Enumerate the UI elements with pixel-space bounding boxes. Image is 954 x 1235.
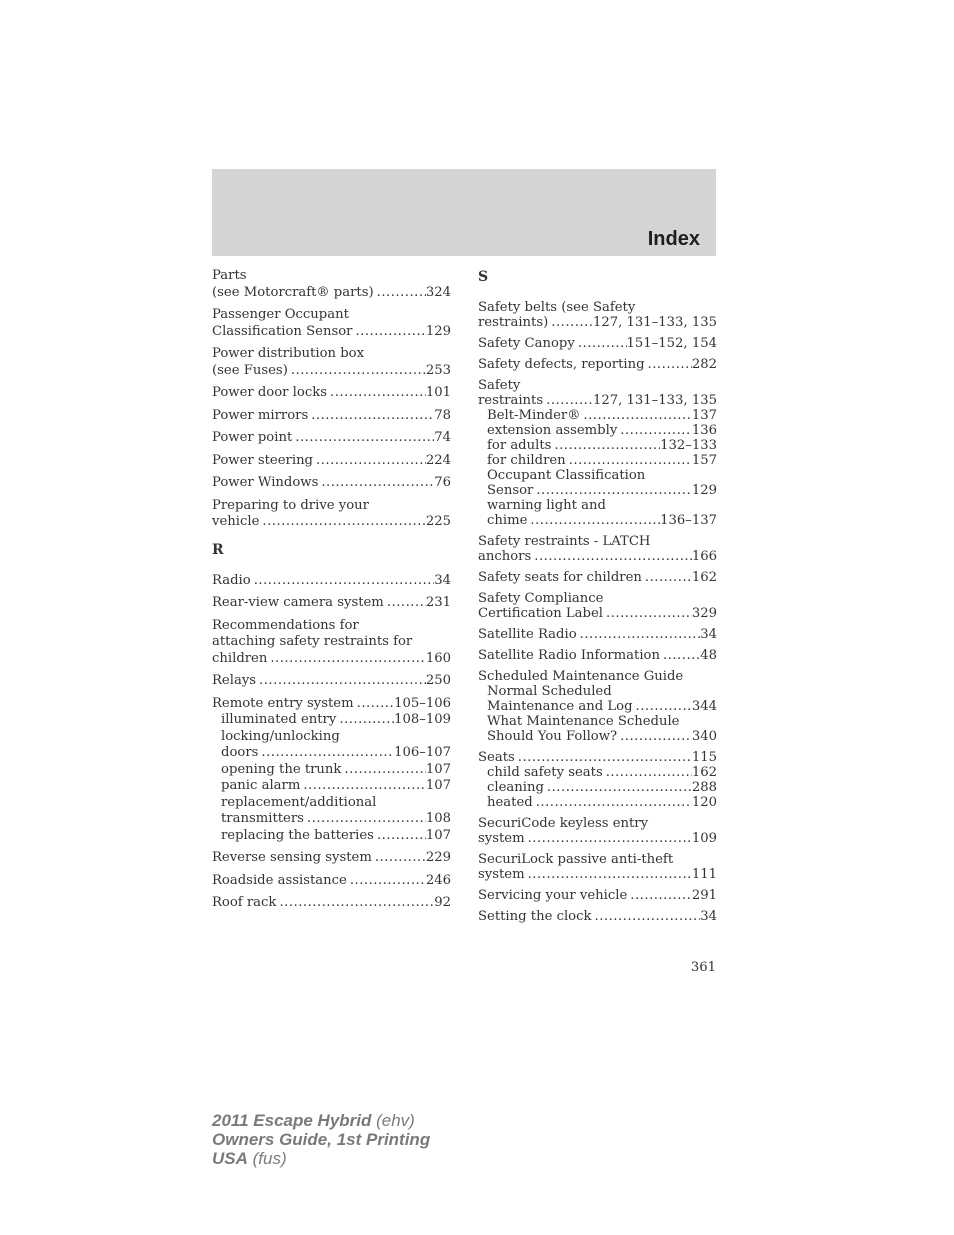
- section-letter-r: R: [212, 541, 224, 558]
- index-entry: [212, 268, 451, 301]
- page-reference: 288: [691, 780, 717, 795]
- index-entry: [478, 750, 717, 810]
- dot-leader: [551, 315, 593, 330]
- page-reference: 107: [425, 761, 451, 777]
- index-entry-line: [212, 475, 451, 492]
- page-reference: 74: [434, 430, 451, 445]
- page-reference: 324: [425, 284, 451, 300]
- page-reference: 105–106: [394, 695, 451, 711]
- index-entry-line: [212, 850, 451, 867]
- page-reference: 137: [691, 408, 717, 423]
- index-entry-line: [212, 595, 451, 612]
- page-reference: 166: [691, 549, 717, 564]
- index-entry: [212, 307, 451, 340]
- index-column-right: [478, 268, 717, 930]
- dot-leader: [528, 831, 692, 846]
- dot-leader: [387, 595, 426, 612]
- dot-leader: [291, 363, 426, 380]
- dot-leader: [547, 780, 692, 795]
- index-entry: [478, 852, 717, 882]
- page-reference: 120: [691, 795, 717, 810]
- index-entry: [212, 346, 451, 379]
- index-term: doors: [221, 745, 259, 760]
- index-term: Rear-view camera system: [212, 595, 384, 610]
- index-term: Power point: [212, 430, 293, 445]
- index-subentry-line: What Maintenance Schedule: [487, 714, 680, 729]
- index-term: (see Fuses): [212, 362, 288, 378]
- index-subentry-line: [478, 423, 717, 438]
- index-entry-line: [212, 673, 451, 690]
- index-term: for adults: [487, 438, 552, 453]
- dot-leader: [620, 729, 692, 744]
- index-subentry-line: locking/unlocking: [221, 728, 340, 744]
- index-term: restraints: [478, 393, 544, 408]
- index-subentry-line: Occupant Classification: [487, 468, 646, 483]
- dot-leader: [518, 750, 692, 765]
- index-entry-line: Parts: [212, 268, 247, 283]
- page-reference: 109: [691, 831, 717, 846]
- index-term: system: [478, 831, 525, 846]
- dot-leader: [254, 573, 435, 590]
- dot-leader: [377, 828, 426, 845]
- dot-leader: [534, 549, 692, 564]
- index-entry-line: [478, 627, 717, 642]
- index-subentry-line: [478, 729, 717, 744]
- page-reference: 162: [691, 570, 717, 585]
- page-reference: 34: [700, 627, 717, 642]
- index-entry-line: [478, 831, 717, 846]
- index-entry-line: [212, 453, 451, 470]
- index-entry: [478, 357, 717, 372]
- page-reference: 224: [425, 452, 451, 468]
- index-entry-line: [478, 669, 717, 684]
- page-reference: 132–133: [660, 438, 717, 453]
- index-term: illuminated entry: [221, 712, 337, 727]
- index-term: opening the trunk: [221, 761, 342, 777]
- footer-edition: Owners Guide, 1st Printing: [212, 1130, 431, 1149]
- index-entry-line: [212, 651, 451, 668]
- index-entry: [212, 430, 451, 447]
- page-reference: 78: [434, 407, 451, 423]
- index-term: transmitters: [221, 811, 304, 826]
- index-term: Certification Label: [478, 606, 603, 621]
- page-number: 361: [690, 960, 716, 975]
- dot-leader: [357, 696, 394, 713]
- index-subentry-line: [212, 811, 451, 828]
- page-reference: 108: [425, 811, 451, 826]
- page-title: Index: [647, 228, 700, 250]
- dot-leader: [530, 513, 660, 528]
- index-term: (see Motorcraft® parts): [212, 284, 374, 300]
- index-entry-line: [478, 570, 717, 585]
- index-entry: [212, 673, 451, 690]
- page-reference: 225: [425, 514, 451, 529]
- index-term: Belt-Minder®: [487, 408, 581, 423]
- footer-market: USA: [212, 1149, 248, 1168]
- dot-leader: [583, 408, 691, 423]
- index-term: children: [212, 650, 268, 666]
- page-reference: 127, 131–133, 135: [592, 393, 717, 408]
- page-reference: 92: [434, 895, 451, 910]
- index-term: Classification Sensor: [212, 323, 353, 339]
- page-reference: 129: [691, 483, 717, 498]
- index-subentry-line: [478, 438, 717, 453]
- page-reference: 162: [691, 765, 717, 780]
- dot-leader: [620, 423, 692, 438]
- index-term: child safety seats: [487, 765, 603, 780]
- index-term: Relays: [212, 673, 257, 688]
- index-entry-line: [478, 750, 717, 765]
- index-entry-line: [212, 385, 451, 402]
- index-entry-line: [212, 408, 451, 425]
- index-subentry-line: warning light and: [487, 498, 606, 513]
- index-entry: [212, 408, 451, 425]
- page-reference: 101: [425, 385, 451, 400]
- index-entry: [212, 895, 451, 912]
- index-term: replacing the batteries: [221, 827, 374, 843]
- dot-leader: [595, 909, 701, 924]
- dot-leader: [259, 673, 426, 690]
- index-subentry-line: [212, 828, 451, 845]
- page-reference: 34: [434, 572, 451, 588]
- page-reference: 115: [691, 750, 717, 765]
- page-reference: 157: [691, 453, 717, 468]
- page-reference: 129: [425, 323, 451, 339]
- index-entry-line: SecuriLock passive anti-theft: [478, 852, 674, 867]
- index-term: restraints): [478, 315, 549, 330]
- index-entry-line: [478, 648, 717, 663]
- index-entry-line: [478, 888, 717, 903]
- index-term: Power steering: [212, 452, 313, 468]
- page-reference: 329: [691, 606, 717, 621]
- section-letter-s: S: [478, 269, 489, 285]
- index-term: Safety seats for children: [478, 570, 642, 585]
- index-term: Sensor: [487, 483, 534, 498]
- dot-leader: [606, 606, 692, 621]
- page-reference: 229: [425, 850, 451, 865]
- index-entry-line: [212, 430, 451, 447]
- page-reference: 151–152, 154: [626, 336, 717, 351]
- index-entry: [478, 627, 717, 642]
- index-term: vehicle: [212, 514, 260, 529]
- index-entry-line: [212, 696, 451, 713]
- index-entry-line: [212, 514, 451, 531]
- dot-leader: [648, 357, 692, 372]
- index-entry-line: [212, 363, 451, 380]
- dot-leader: [554, 438, 660, 453]
- index-entry-line: SecuriCode keyless entry: [478, 816, 649, 831]
- dot-leader: [344, 762, 425, 779]
- index-term: anchors: [478, 549, 532, 564]
- index-term: Scheduled Maintenance Guide: [478, 669, 684, 684]
- index-term: system: [478, 867, 525, 882]
- dot-leader: [261, 745, 394, 762]
- footer-market-code: (fus): [247, 1149, 287, 1168]
- page-reference: 106–107: [394, 745, 451, 760]
- page-reference: 250: [425, 673, 451, 688]
- index-entry: [478, 909, 717, 924]
- index-entry-line: Recommendations for: [212, 617, 359, 633]
- index-term: chime: [487, 513, 528, 528]
- page-reference: 340: [691, 729, 717, 744]
- index-subentry-line: [212, 745, 451, 762]
- dot-leader: [606, 765, 692, 780]
- dot-leader: [536, 795, 692, 810]
- dot-leader: [307, 811, 426, 828]
- index-subentry-line: [478, 765, 717, 780]
- index-entry: [478, 378, 717, 528]
- index-term: Safety Canopy: [478, 336, 575, 351]
- index-subentry-line: [478, 513, 717, 528]
- dot-leader: [375, 850, 426, 867]
- index-entry-line: [212, 573, 451, 590]
- index-term: Remote entry system: [212, 695, 354, 711]
- index-header-band: [212, 169, 716, 256]
- dot-leader: [279, 895, 434, 912]
- dot-leader: [311, 408, 434, 425]
- index-entry: [212, 385, 451, 402]
- index-term: Radio: [212, 572, 251, 588]
- dot-leader: [663, 648, 700, 663]
- dot-leader: [569, 453, 692, 468]
- index-entry-line: [478, 606, 717, 621]
- index-term: Power Windows: [212, 475, 319, 490]
- footer-model: 2011 Escape Hybrid: [212, 1111, 372, 1130]
- index-entry: [212, 453, 451, 470]
- index-term: extension assembly: [487, 423, 618, 438]
- index-term: panic alarm: [221, 778, 301, 793]
- dot-leader: [303, 778, 425, 795]
- page-reference: 107: [425, 827, 451, 843]
- dot-leader: [350, 873, 426, 890]
- page-reference: 231: [425, 595, 451, 610]
- page-reference: 48: [700, 648, 717, 663]
- index-subentry-line: [478, 699, 717, 714]
- index-entry-line: Safety: [478, 378, 521, 393]
- index-entry-line: Safety restraints - LATCH: [478, 534, 651, 549]
- dot-leader: [645, 570, 692, 585]
- index-term: Setting the clock: [478, 909, 592, 924]
- index-entry-line: [212, 895, 451, 912]
- index-entry-line: [478, 357, 717, 372]
- index-column-left: [212, 268, 451, 918]
- index-entry: [478, 669, 717, 744]
- dot-leader: [321, 475, 434, 492]
- index-entry-line: Preparing to drive your: [212, 497, 369, 513]
- index-entry-line: [478, 549, 717, 564]
- index-entry-line: Safety belts (see Safety: [478, 300, 636, 315]
- page-reference: 127, 131–133, 135: [592, 315, 717, 330]
- index-term: Power door locks: [212, 385, 327, 400]
- index-subentry-line: [478, 408, 717, 423]
- page-reference: 108–109: [394, 712, 451, 727]
- dot-leader: [580, 627, 701, 642]
- page-reference: 282: [691, 357, 717, 372]
- index-term: Satellite Radio: [478, 627, 577, 642]
- index-term: Seats: [478, 750, 515, 765]
- index-subentry-line: [478, 483, 717, 498]
- index-term: Satellite Radio Information: [478, 648, 660, 663]
- index-term: for children: [487, 453, 566, 468]
- index-entry: [212, 595, 451, 612]
- dot-leader: [636, 699, 692, 714]
- dot-leader: [528, 867, 692, 882]
- index-subentry-line: replacement/additional: [221, 794, 377, 810]
- index-entry-line: [478, 393, 717, 408]
- page-reference: 136: [691, 423, 717, 438]
- index-term: Roof rack: [212, 895, 277, 910]
- index-subentry-line: [212, 712, 451, 729]
- index-term: Servicing your vehicle: [478, 888, 628, 903]
- index-subentry-line: [478, 780, 717, 795]
- dot-leader: [578, 336, 627, 351]
- index-entry-line: Passenger Occupant: [212, 307, 349, 322]
- index-term: Power mirrors: [212, 407, 309, 423]
- index-term: Maintenance and Log: [487, 699, 633, 714]
- index-entry-line: [212, 324, 451, 341]
- dot-leader: [316, 453, 426, 470]
- index-entry: [212, 498, 451, 531]
- document-footer: [212, 1111, 430, 1168]
- index-subentry-line: [212, 778, 451, 795]
- index-entry: [212, 850, 451, 867]
- page-reference: 291: [691, 888, 717, 903]
- page-reference: 76: [434, 475, 451, 490]
- dot-leader: [295, 430, 434, 447]
- index-term: cleaning: [487, 780, 544, 795]
- dot-leader: [339, 712, 394, 729]
- index-entry-line: Power distribution box: [212, 346, 365, 361]
- index-term: Should You Follow?: [487, 729, 618, 744]
- index-entry-line: [212, 873, 451, 890]
- page-reference: 111: [691, 867, 717, 882]
- page-reference: 253: [425, 362, 451, 378]
- index-term: heated: [487, 795, 533, 810]
- footer-model-code: (ehv): [371, 1111, 415, 1130]
- index-entry: [212, 475, 451, 492]
- index-entry-line: [478, 315, 717, 330]
- index-entry: [212, 696, 451, 845]
- page-reference: 344: [691, 699, 717, 714]
- index-entry: [478, 336, 717, 351]
- dot-leader: [270, 651, 425, 668]
- index-entry-line: [478, 867, 717, 882]
- index-entry: [478, 591, 717, 621]
- dot-leader: [355, 324, 425, 341]
- index-entry-line: Safety Compliance: [478, 591, 604, 606]
- dot-leader: [330, 385, 426, 402]
- page-reference: 34: [700, 909, 717, 924]
- index-entry: [478, 534, 717, 564]
- page-reference: 107: [425, 778, 451, 793]
- index-entry-line: attaching safety restraints for: [212, 634, 413, 649]
- dot-leader: [546, 393, 593, 408]
- page-reference: 136–137: [660, 513, 717, 528]
- index-subentry-line: [478, 795, 717, 810]
- index-entry: [478, 570, 717, 585]
- page-reference: 160: [425, 650, 451, 666]
- index-entry: [478, 300, 717, 330]
- index-entry: [212, 573, 451, 590]
- index-subentry-line: [212, 762, 451, 779]
- dot-leader: [536, 483, 691, 498]
- dot-leader: [630, 888, 692, 903]
- dot-leader: [377, 285, 426, 302]
- index-term: Safety defects, reporting: [478, 357, 645, 372]
- index-entry: [212, 618, 451, 668]
- index-term: Reverse sensing system: [212, 850, 372, 865]
- index-term: Roadside assistance: [212, 872, 347, 888]
- index-entry: [478, 816, 717, 846]
- index-entry: [478, 888, 717, 903]
- index-subentry-line: [478, 453, 717, 468]
- index-entry-line: [478, 909, 717, 924]
- index-entry: [478, 648, 717, 663]
- page-reference: 246: [425, 872, 451, 888]
- index-subentry-line: Normal Scheduled: [487, 684, 612, 699]
- index-entry: [212, 873, 451, 890]
- dot-leader: [262, 514, 425, 531]
- index-entry-line: [212, 285, 451, 302]
- index-entry-line: [478, 336, 717, 351]
